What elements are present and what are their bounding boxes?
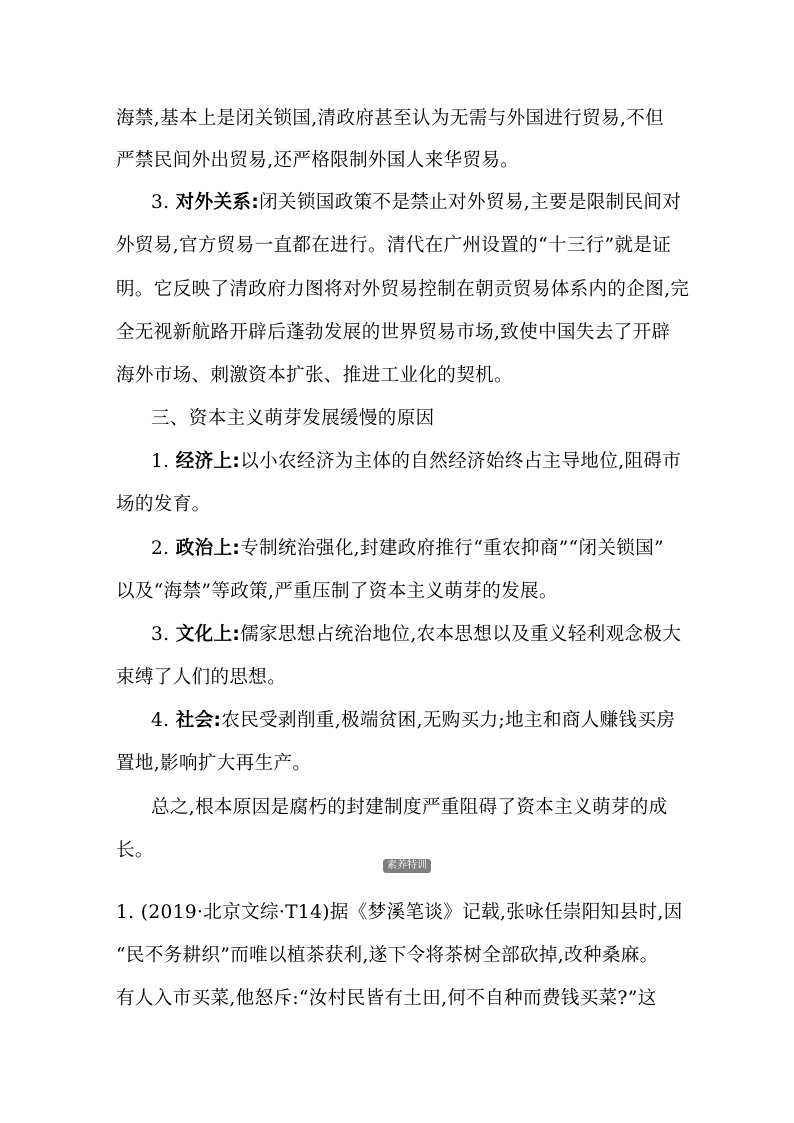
item-text: 以小农经济为主体的自然经济始终占主导地位,阻碍市	[240, 451, 682, 472]
item-heading: 经济上:	[175, 451, 241, 472]
text-line: 严禁民间外出贸易,还严格限制外国人来华贸易。	[116, 150, 520, 171]
item-number: 4.	[151, 710, 170, 731]
item-number: 3.	[151, 192, 170, 213]
text-line: 总之,根本原因是腐朽的封建制度严重阻碍了资本主义萌芽的成	[151, 797, 668, 818]
item-text: 农民受剥削重,极端贫困,无购买力;地主和商人赚钱买房	[221, 710, 676, 731]
text-line	[151, 534, 664, 560]
item-number: 1.	[151, 451, 170, 472]
text-line	[151, 188, 681, 214]
text-line: 束缚了人们的思想。	[116, 667, 287, 688]
text-line: 1. (2019·北京文综·T14)据《梦溪笔谈》记载,张咏任崇阳知县时,因	[116, 902, 683, 923]
text-line: 海禁,基本上是闭关锁国,清政府甚至认为无需与外国进行贸易,不但	[116, 108, 665, 129]
text-line	[151, 706, 675, 732]
text-line: 以及“海禁”等政策,严重压制了资本主义萌芽的发展。	[116, 581, 558, 602]
item-heading: 社会:	[175, 710, 222, 731]
text-line: 明。它反映了清政府力图将对外贸易控制在朝贡贸易体系内的企图,完	[116, 279, 690, 300]
text-line: 外贸易,官方贸易一直都在进行。清代在广州设置的“十三行”就是证	[116, 235, 672, 256]
item-text: 闭关锁国政策不是禁止对外贸易,主要是限制民间对	[259, 192, 682, 213]
item-number: 2.	[151, 538, 170, 559]
item-text: 儒家思想占统治地位,农本思想以及重义轻利观念极大	[240, 624, 682, 645]
item-heading: 文化上:	[175, 624, 241, 645]
text-line: 有人入市买菜,他怒斥:“汝村民皆有土田,何不自种而费钱买菜?”这	[116, 988, 657, 1009]
item-text: 专制统治强化,封建政府推行“重农抑商”“闭关锁国”	[240, 538, 664, 559]
text-line: 置地,影响扩大再生产。	[116, 753, 312, 774]
text-line	[151, 620, 681, 646]
text-line: 场的发育。	[116, 494, 211, 515]
item-heading: 对外关系:	[175, 192, 260, 213]
text-line: 海外市场、刺激资本扩张、推进工业化的契机。	[116, 365, 513, 386]
text-line	[151, 447, 681, 473]
text-line: “民不务耕织”而唯以植茶获利,遂下令将茶树全部砍掉,改种桑麻。	[116, 945, 659, 966]
text-line: 长。	[116, 840, 154, 861]
item-number: 3.	[151, 624, 170, 645]
item-heading: 政治上:	[175, 538, 241, 559]
section-badge: 素养特训	[383, 859, 431, 873]
text-line: 全无视新航路开辟后蓬勃发展的世界贸易市场,致使中国失去了开辟	[116, 322, 671, 343]
section-title: 三、资本主义萌芽发展缓慢的原因	[151, 408, 435, 429]
